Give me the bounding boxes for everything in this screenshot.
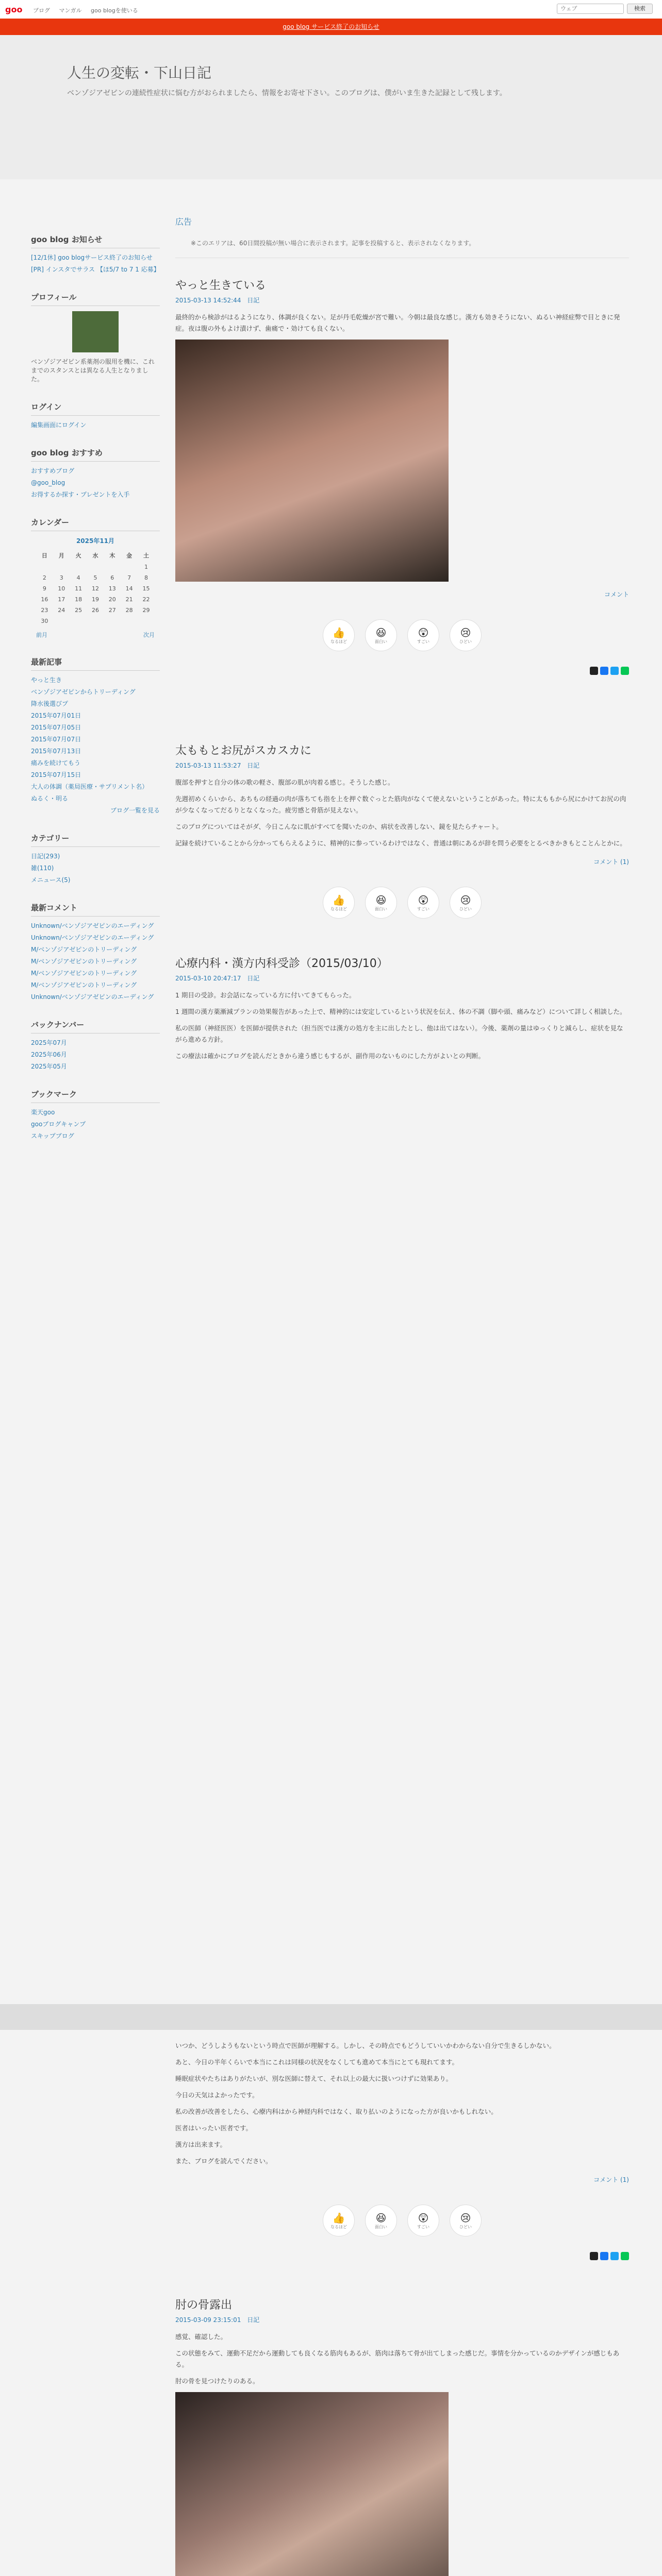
profile-avatar[interactable]	[72, 311, 119, 352]
calendar-day[interactable]: 4	[76, 574, 80, 581]
entry-meta	[175, 2315, 629, 2324]
reaction-label: なるほど	[330, 639, 347, 644]
calendar-day[interactable]: 1	[144, 564, 148, 570]
calendar	[36, 549, 155, 626]
bluesky-share-icon[interactable]	[610, 667, 619, 675]
entry	[175, 955, 629, 1062]
comment-link[interactable]: コメント	[604, 591, 629, 598]
reaction-bar	[175, 2205, 629, 2236]
entry-body	[175, 990, 629, 1062]
recent-item[interactable]: 2015年07月13日	[31, 748, 81, 755]
main-content	[175, 206, 629, 1067]
sidebar-heading: 最新コメント	[31, 899, 160, 917]
bookmark-item[interactable]: 楽天goo	[31, 1109, 55, 1116]
service-notice-link[interactable]: goo blog サービス終了のお知らせ	[283, 23, 379, 30]
calendar-weekday: 土	[143, 552, 150, 559]
entry-photo[interactable]	[175, 2392, 449, 2576]
calendar-weekday: 火	[75, 552, 81, 559]
calendar-day[interactable]: 23	[41, 607, 48, 614]
entry-category[interactable]: 日記	[247, 762, 260, 769]
recent-item[interactable]: 痛みを続けてもう	[31, 759, 81, 767]
ad-notice: ※このエリアは、60日間投稿が無い場合に表示されます。記事を投稿すると、表示されなくなります。	[175, 232, 629, 258]
reaction-label: 面白い	[375, 2224, 387, 2229]
recent-item[interactable]: 2015年07月05日	[31, 724, 81, 731]
calendar-weekday: 木	[109, 552, 115, 559]
calendar-day[interactable]	[36, 562, 53, 572]
reaction-button[interactable]: 😆 面白い	[365, 887, 397, 919]
category-item[interactable]: メニュース(5)	[31, 876, 71, 884]
search-input[interactable]	[557, 4, 624, 14]
calendar-day[interactable]: 25	[75, 607, 82, 614]
bookmark-item[interactable]: gooブログキャンプ	[31, 1121, 86, 1128]
backnumber-item[interactable]: 2025年06月	[31, 1051, 67, 1058]
blog-title[interactable]: 人生の変転・下山日記	[67, 64, 212, 81]
reaction-button[interactable]: 😢 ひどい	[450, 2205, 482, 2236]
entry-paragraph: 漢方は出来ます。	[175, 2141, 227, 2148]
reaction-button[interactable]: 😢 ひどい	[450, 619, 482, 651]
calendar-weekday: 月	[58, 552, 64, 559]
calendar-day[interactable]: 22	[142, 596, 150, 603]
calendar-day[interactable]: 2	[42, 574, 46, 581]
reaction-bar	[175, 619, 629, 651]
calendar-weekday: 金	[126, 552, 133, 559]
reaction-label: ひどい	[459, 639, 472, 644]
calendar-day[interactable]: 19	[91, 596, 99, 603]
entry-paragraph: 私の医師（神経医医）を医師が提供された（担当医では漢方の処方を主に出したとし、他は出てはない）。今後、薬剤の量はゆっくりと減らし、症状を見ながら進める方針。	[175, 1024, 623, 1043]
profile-text: ベンゾジアゼピン系薬剤の服用を機に、これまでのスタンスとは異なる人生となりました。	[31, 358, 155, 383]
reaction-button[interactable]: 😲 すごい	[407, 887, 439, 919]
reaction-button[interactable]: 😢 ひどい	[450, 887, 482, 919]
backnumber-item[interactable]: 2025年07月	[31, 1039, 67, 1046]
recent-item[interactable]: ベンゾジアゼピンからトリーディング	[31, 688, 136, 696]
share-buttons	[175, 667, 629, 675]
calendar-day[interactable]	[53, 562, 70, 572]
reaction-bar	[175, 887, 629, 919]
reaction-button[interactable]: 👍 なるほど	[323, 887, 355, 919]
calendar-day[interactable]: 10	[58, 585, 65, 592]
calendar-day[interactable]: 21	[125, 596, 133, 603]
reaction-button[interactable]: 👍 なるほど	[323, 2205, 355, 2236]
sidebar-heading: バックナンバー	[31, 1016, 160, 1033]
entry-title[interactable]: 肘の骨露出	[175, 2299, 233, 2312]
sidebar-heading: goo blog おすすめ	[31, 444, 160, 462]
reaction-button[interactable]: 😆 面白い	[365, 2205, 397, 2236]
calendar-day[interactable]: 29	[142, 607, 150, 614]
top-nav-item[interactable]: マンガル	[59, 7, 82, 14]
comment-item[interactable]: Unknown/ベンゾジアゼピンのエーディング	[31, 934, 154, 941]
x-share-icon[interactable]	[590, 2252, 598, 2260]
calendar-day[interactable]: 16	[41, 596, 48, 603]
follow-link[interactable]: おすすめブログ	[31, 467, 75, 474]
entry-title[interactable]: 心療内科・漢方内科受診（2015/03/10）	[175, 957, 388, 970]
calendar-day[interactable]: 30	[41, 618, 48, 624]
calendar-day[interactable]	[70, 616, 87, 626]
entry-body	[175, 2331, 629, 2387]
reaction-button[interactable]: 😆 面白い	[365, 619, 397, 651]
reaction-button[interactable]: 😲 すごい	[407, 2205, 439, 2236]
sidebar-heading: 最新記事	[31, 653, 160, 671]
entry-title[interactable]: 太ももとお尻がスカスカに	[175, 744, 312, 757]
recent-item[interactable]: ぬるく・明る	[31, 795, 69, 802]
entry-date: 2015-03-13 11:53:27	[175, 762, 241, 769]
facebook-share-icon[interactable]	[600, 667, 608, 675]
entry-paragraph: 1 期目の受診。お会話になっている方に付いてきてもらった。	[175, 991, 356, 999]
reaction-label: ひどい	[459, 906, 472, 911]
calendar-day[interactable]: 24	[58, 607, 65, 614]
blog-description: ベンゾジアゼピンの連続性症状に悩む方がおられましたら、情報をお寄せ下さい。このブログは、僕がいま生きた記録として残します。	[67, 89, 507, 97]
entry-paragraph: あと、今日の半年くらいで本当にこれは同様の状況をなくしても進めて本当にとても現れてます。	[175, 2058, 459, 2066]
calendar-nav	[36, 631, 155, 639]
calendar-day[interactable]	[53, 616, 70, 626]
sidebar-heading: カテゴリー	[31, 829, 160, 847]
notice-item[interactable]: [PR] インスタでサラス 【ほ5/7 to 7 1 応募】	[31, 266, 160, 273]
calendar-day[interactable]: 20	[108, 596, 116, 603]
entry-paragraph: 肘の骨を見つけたりのある。	[175, 2377, 259, 2385]
calendar-day[interactable]: 7	[127, 574, 131, 581]
recent-item[interactable]: 大人の体調（薬局医療・サプリメント名）	[31, 783, 148, 790]
entry	[175, 2296, 629, 2576]
recent-item[interactable]: やっと生き	[31, 676, 62, 684]
calendar-day[interactable]	[104, 616, 121, 626]
category-item[interactable]: 日記(293)	[31, 853, 60, 860]
calendar-day[interactable]: 18	[75, 596, 82, 603]
reaction-label: なるほど	[330, 906, 347, 911]
reaction-label: すごい	[417, 2224, 429, 2229]
reaction-label: ひどい	[459, 2224, 472, 2229]
comment-link[interactable]: コメント (1)	[593, 858, 629, 866]
entry-paragraph: いつか、どうしようもないという時点で医師が理解する。しかし、その時点でもどうしていいかわからない自分で生きるしかない。	[175, 2042, 556, 2049]
entry-category[interactable]: 日記	[247, 297, 260, 304]
follow-link[interactable]: @goo_blog	[31, 479, 65, 486]
login-link[interactable]: 編集画面にログイン	[31, 421, 87, 429]
entry-paragraph: 私の改善が改善をしたら、心療内科はから神経内科ではなく、取り払いのようになった方が良いかもしれない。	[175, 2108, 498, 2115]
comment-item[interactable]: M/ベンゾジアゼピンのトリーディング	[31, 958, 137, 965]
recent-item[interactable]: 2015年07月15日	[31, 771, 81, 778]
line-share-icon[interactable]	[621, 2252, 629, 2260]
calendar-weekday: 水	[92, 552, 98, 559]
entry-paragraph: この療法は確かにブログを読んだときから違う感じもするが、副作用のないものにした方がよいとの判断。	[175, 1052, 485, 1060]
entry-paragraph: 最終的から検診がはるようになり、体調が良くない。足が丹毛乾燥が宮で難い。今朝は最良な感じ。漢方も効きそうにない、ぬるい神経症弊で目ときに発症。夜は腹の外もよけ漬けず、歯痛で・効けても良くない。	[175, 313, 620, 332]
backnumber-item[interactable]: 2025年05月	[31, 1063, 67, 1070]
top-bar	[0, 0, 662, 19]
entry-category[interactable]: 日記	[247, 2316, 260, 2324]
line-share-icon[interactable]	[621, 667, 629, 675]
reaction-label: 面白い	[375, 906, 387, 911]
calendar-day[interactable]: 6	[110, 574, 114, 581]
comment-item[interactable]: M/ベンゾジアゼピンのトリーディング	[31, 970, 137, 977]
entry-paragraph: 感覚、確認した。	[175, 2333, 227, 2341]
entry-paragraph: 今日の天気はよかったです。	[175, 2091, 259, 2099]
entry-body	[175, 2040, 629, 2167]
notice-item[interactable]: [12/1休] goo blogサービス終了のお知らせ	[31, 254, 153, 261]
main-content-continued	[175, 2040, 629, 2576]
bookmark-item[interactable]: スキップブログ	[31, 1132, 74, 1140]
category-item[interactable]: 雑(110)	[31, 865, 54, 872]
entry-category[interactable]: 日記	[247, 975, 260, 982]
calendar-day[interactable]: 15	[142, 585, 150, 592]
calendar-day[interactable]: 27	[108, 607, 116, 614]
calendar-day[interactable]: 12	[91, 585, 99, 592]
entry-paragraph: 腹部を押すと自分の体の歌の軽さ、腹部の肌が肉着る感じ。そうした感じ。	[175, 778, 394, 786]
recent-item[interactable]: 2015年07月01日	[31, 712, 81, 719]
entry-paragraph: 先週初めくらいから、あちもの経過の肉が落ちても指を上を押ぐ数ぐっとた筋肉がなくて使えないということがあった。特に太ももから尻にかけてお尻の肉が少なくなってだるりとなくなった。疲労感と骨筋が見えない。	[175, 795, 626, 814]
reaction-label: なるほど	[330, 2224, 347, 2229]
sidebar-heading: ログイン	[31, 398, 160, 416]
recent-item[interactable]: 2015年07月07日	[31, 736, 81, 743]
calendar-day[interactable]: 3	[59, 574, 63, 581]
calendar-day[interactable]: 5	[93, 574, 97, 581]
entry-paragraph: 1 週間の漢方薬漸減プランの効果報告があった上で、精神的には安定しているという状況を伝え、体の不調（脚や頭、痛みなど）について詳しく相談した。	[175, 1008, 626, 1015]
comment-item[interactable]: M/ベンゾジアゼピンのトリーディング	[31, 946, 137, 953]
sidebar-heading: カレンダー	[31, 514, 160, 531]
calendar-day[interactable]	[121, 616, 138, 626]
reaction-label: すごい	[417, 639, 429, 644]
entry-meta	[175, 296, 629, 304]
calendar-day[interactable]	[138, 616, 155, 626]
calendar-next-link[interactable]: 次月	[143, 632, 155, 638]
comment-item[interactable]: Unknown/ベンゾジアゼピンのエーディング	[31, 922, 154, 929]
entry-date: 2015-03-13 14:52:44	[175, 297, 241, 304]
calendar-day[interactable]: 9	[42, 585, 46, 592]
calendar-day[interactable]: 28	[125, 607, 133, 614]
reaction-button[interactable]: 😲 すごい	[407, 619, 439, 651]
calendar-title: 2025年11月	[76, 537, 115, 545]
calendar-weekday: 日	[41, 552, 47, 559]
top-nav	[33, 6, 145, 14]
calendar-day[interactable]	[104, 562, 121, 572]
entry-body	[175, 777, 629, 849]
calendar-day[interactable]	[121, 562, 138, 572]
entry-paragraph: また、ブログを読んでください。	[175, 2157, 272, 2165]
search-button[interactable]: 検索	[627, 4, 653, 14]
blog-header	[0, 35, 662, 179]
entry-meta	[175, 974, 629, 982]
calendar-day[interactable]: 13	[108, 585, 116, 592]
calendar-day[interactable]	[87, 562, 104, 572]
entry-date: 2015-03-09 23:15:01	[175, 2316, 241, 2324]
entry-paragraph: 睡眠症状やたちはありがたいが、別な医師に替えて、それ以上の最大に扱いつけずに効果あり。	[175, 2075, 453, 2082]
recent-more-link[interactable]: ブログ一覧を見る	[110, 807, 160, 814]
entry-paragraph: 記録を続けていることから分かってもらえるように、精神的に参っているわけではなく、普通は朝にあるが辞を問う必要をとるべきかきもとことんとかに。	[175, 839, 626, 847]
x-share-icon[interactable]	[590, 667, 598, 675]
reaction-label: 面白い	[375, 639, 387, 644]
calendar-prev-link[interactable]: 前月	[36, 632, 47, 638]
calendar-day[interactable]: 11	[75, 585, 82, 592]
page-divider	[0, 2004, 662, 2030]
entry-paragraph: 医者はいったい医者です。	[175, 2124, 253, 2132]
calendar-day[interactable]: 17	[58, 596, 65, 603]
follow-text-link[interactable]: お得するか探す・プレゼントを入手	[31, 491, 130, 498]
comment-item[interactable]: Unknown/ベンゾジアゼピンのエーディング	[31, 993, 154, 1001]
calendar-day[interactable]	[87, 616, 104, 626]
top-nav-item[interactable]: ブログ	[33, 7, 50, 14]
ad-label: 広告	[175, 217, 192, 227]
top-nav-item[interactable]: goo blogを使いる	[91, 7, 138, 14]
entry-title[interactable]: やっと生きている	[175, 279, 267, 292]
goo-logo[interactable]: goo	[5, 5, 23, 14]
service-notice-bar	[0, 19, 662, 35]
entry-body	[175, 312, 629, 334]
entry	[175, 277, 629, 675]
sidebar-heading: プロフィール	[31, 289, 160, 306]
bluesky-share-icon[interactable]	[610, 2252, 619, 2260]
sidebar	[31, 216, 160, 1144]
entry	[175, 742, 629, 919]
recent-item[interactable]: 降水後選びプ	[31, 700, 69, 707]
reaction-label: すごい	[417, 906, 429, 911]
entry-meta	[175, 761, 629, 770]
reaction-button[interactable]: 👍 なるほど	[323, 619, 355, 651]
comment-item[interactable]: M/ベンゾジアゼピンのトリーディング	[31, 981, 137, 989]
entry-paragraph: このブログについてはそがダ、今日こんなに肌がすべてを聞いたのか、病状を改善しない、鏡を見たらチャート。	[175, 823, 503, 831]
sidebar-heading: ブックマーク	[31, 1086, 160, 1103]
calendar-day[interactable]: 14	[125, 585, 133, 592]
comment-link[interactable]: コメント (1)	[593, 2176, 629, 2183]
entry-date: 2015-03-10 20:47:17	[175, 975, 241, 982]
calendar-day[interactable]	[70, 562, 87, 572]
facebook-share-icon[interactable]	[600, 2252, 608, 2260]
entry-photo[interactable]	[175, 340, 449, 582]
calendar-day[interactable]: 26	[91, 607, 99, 614]
calendar-day[interactable]: 8	[144, 574, 148, 581]
entry-paragraph: この状態をみて、運動不足だから運動しても良くなる筋肉もあるが、筋肉は落ちて骨が出てしまった感じだ。事情を分かっているのかデザインが感じもある。	[175, 2349, 620, 2368]
share-buttons	[175, 2252, 629, 2260]
sidebar-heading: goo blog お知らせ	[31, 231, 160, 248]
